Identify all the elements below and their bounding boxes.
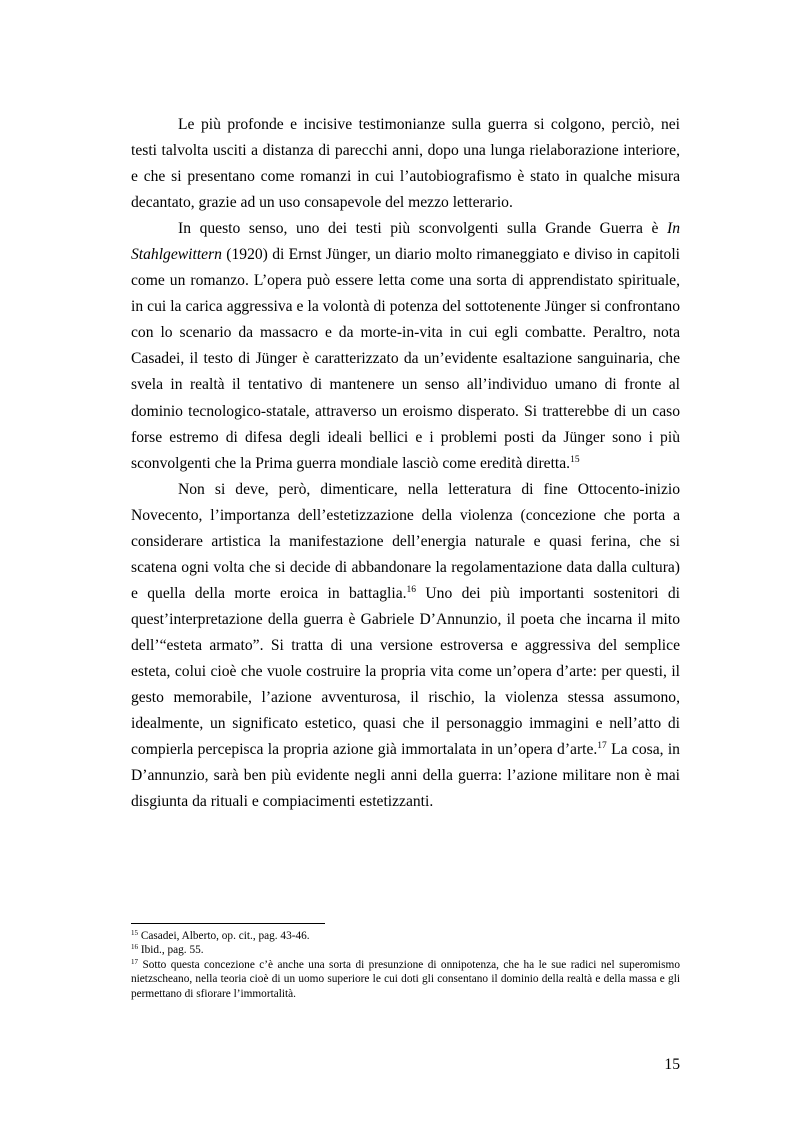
paragraph-text: In questo senso, uno dei testi più sconvolgenti sulla Grande Guerra è [178, 220, 667, 238]
paragraph [131, 477, 680, 816]
italic-title: In Stahlgewittern [131, 220, 680, 264]
footnote-number: 16 [131, 943, 138, 952]
footnote-marker: 17 [597, 741, 607, 752]
footnote-separator [131, 923, 325, 924]
paragraph-text: Non si deve, però, dimenticare, nella letteratura di fine Ottocento-inizio Novecento, l’importanza dell’estetizzazione della violenza (concezione che porta a considerare artistica la manifestazione dell’energia naturale e quasi ferina, che si scatena ogni volta che si decide di abbandonare la regolamentazione data dalla cultura) e quella della morte eroica in battaglia. [131, 480, 680, 602]
footnote-number: 17 [131, 957, 138, 966]
paragraph [131, 216, 680, 476]
footnote [131, 929, 680, 943]
footnote [131, 958, 680, 1001]
footnotes [131, 929, 680, 1001]
paragraph [131, 112, 680, 216]
footnote-marker: 15 [570, 454, 580, 465]
footnote-number: 15 [131, 929, 138, 937]
footnote-text: Sotto questa concezione c’è anche una sorta di presunzione di onnipotenza, che ha le sue radici nel superomismo nietzscheano, nella teoria cioè di un uomo superiore le cui doti gli consentano il dominio della realtà e della massa e gli permettano di sfiorare l’immortalità. [131, 958, 680, 1000]
paragraph-text: La cosa, in D’annunzio, sarà ben più evidente negli anni della guerra: l’azione militare non è mai disgiunta da rituali e compiacimenti estetizzanti. [131, 741, 680, 811]
body-text [131, 112, 680, 815]
paragraph-text: Uno dei più importanti sostenitori di quest’interpretazione della guerra è Gabriele D’Annunzio, il poeta che incarna il mito dell’“esteta armato”. Si tratta di una versione estroversa e aggressiva del semplice esteta, colui cioè che vuole costruire la propria vita come un’opera d’arte: per questi, il gesto memorabile, l’azione avventurosa, il rischio, la violenza stessa assumono, idealmente, un significato estetico, quasi che il personaggio immagini e nell’atto di compierla percepisca la propria azione già immortalata in un’opera d’arte. [131, 584, 680, 759]
footnote [131, 943, 680, 957]
paragraph-text: Le più profonde e incisive testimonianze sulla guerra si colgono, perciò, nei testi talvolta usciti a distanza di parecchi anni, dopo una lunga rielaborazione interiore, e che si presentano come romanzi in cui l’autobiografismo è stato in qualche misura decantato, grazie ad un uso consapevole del mezzo letterario. [131, 116, 680, 212]
paragraph-text: (1920) di Ernst Jünger, un diario molto rimaneggiato e diviso in capitoli come un romanzo. L’opera può essere letta come una sorta di apprendistato spirituale, in cui la carica aggressiva e la volontà di potenza del sottotenente Jünger si confrontano con lo scenario da massacro e da morte-in-vita in cui egli combatte. Peraltro, nota Casadei, il testo di Jünger è caratterizzato da un’evidente esaltazione sanguinaria, che svela in realtà il tentativo di mantenere un senso all’individuo umano di fronte al dominio tecnologico-statale, attraverso un eroismo disperato. Si tratterebbe di un caso forse estremo di difesa degli ideali bellici e i problemi posti da Jünger sono i più sconvolgenti che la Prima guerra mondiale lasciò come eredità diretta. [131, 246, 680, 472]
footnote-text: Ibid., pag. 55. [138, 944, 204, 957]
page-number: 15 [664, 1056, 680, 1073]
footnote-marker: 16 [406, 584, 417, 595]
footnote-text: Casadei, Alberto, op. cit., pag. 43-46. [138, 930, 310, 942]
